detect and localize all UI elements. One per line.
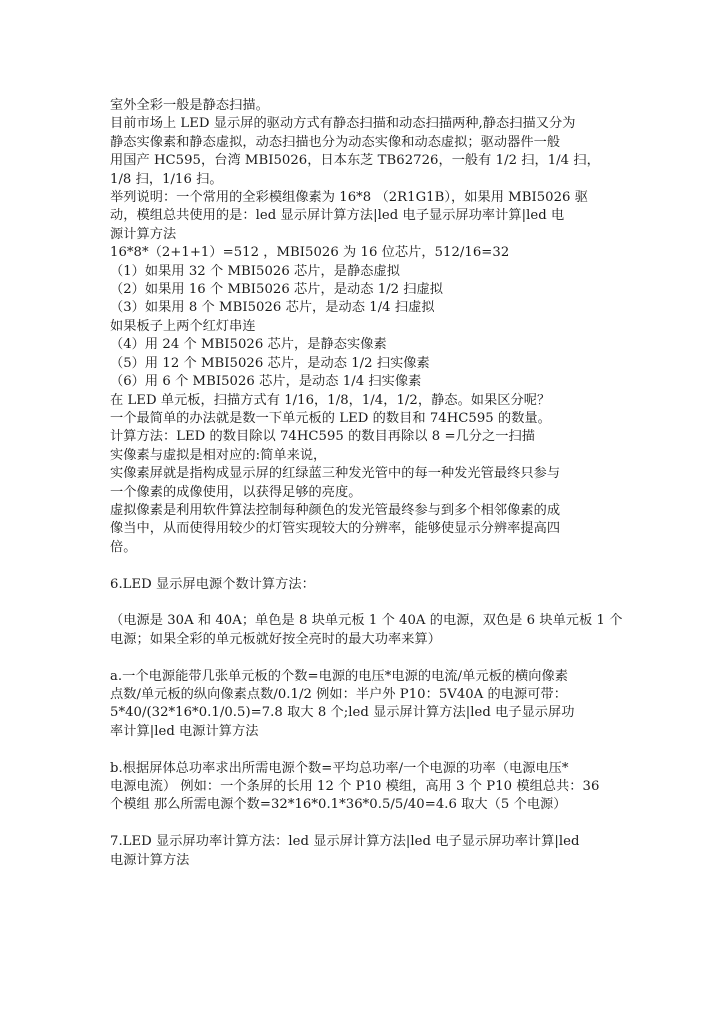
text-line: 如果板子上两个红灯串连 [110,318,256,334]
text-line: 像当中，从而使得用较少的灯管实现较大的分辨率，能够使显示分辨率提高四 [110,521,561,537]
text-line: （4）用 24 个 MBI5026 芯片，是静态实像素 [110,337,387,353]
text-line: 动，模组总共使用的是：led 显示屏计算方法|led 电子显示屏功率计算|led 电 [110,208,565,224]
text-line: 实像素屏就是指构成显示屏的红绿蓝三种发光管中的每一种发光管最终只参与 [110,466,561,482]
blank-line [110,649,620,667]
text-line: 6.LED 显示屏电源个数计算方法： [110,576,315,592]
text-line: 个模组 那么所需电源个数=32*16*0.1*36*0.5/5/40=4.6 取大（5 个电源） [110,797,567,813]
text-line: 电源电流） 例如：一个条屏的长用 12 个 P10 模组，高用 3 个 P10 模组总共：36 [110,778,600,794]
blank-line [110,557,620,575]
text-line: 倍。 [110,539,137,555]
text-line: 点数/单元板的纵向像素点数/0.1/2 例如：半户外 P10：5V40A 的电源可带： [110,686,567,702]
text-line: （3）如果用 8 个 MBI5026 芯片，是动态 1/4 扫虚拟 [110,300,435,316]
text-line: 静态实像素和静态虚拟，动态扫描也分为动态实像和动态虚拟；驱动器件一般 [110,134,561,150]
text-line: 电源；如果全彩的单元板就好按全亮时的最大功率来算） [110,631,441,647]
text-line: 用国产 HC595，台湾 MBI5026，日本东芝 TB62726，一般有 1/2 扫，1/4 扫， [110,153,600,169]
text-line: （2）如果用 16 个 MBI5026 芯片，是动态 1/2 扫虚拟 [110,282,444,298]
text-line: 在 LED 单元板，扫描方式有 1/16，1/8，1/4，1/2，静态。如果区分呢？ [110,392,551,408]
text-line: 7.LED 显示屏功率计算方法：led 显示屏计算方法|led 电子显示屏功率计算|led [110,834,580,850]
text-line: （1）如果用 32 个 MBI5026 芯片，是静态虚拟 [110,263,400,279]
text-line: 电源计算方法 [110,852,190,868]
text-line: （电源是 30A 和 40A；单色是 8 块单元板 1 个 40A 的电源，双色是 6 块单元板 1 个 [110,613,623,629]
text-line: 实像素与虚拟是相对应的:简单来说， [110,447,327,463]
text-line: （6）用 6 个 MBI5026 芯片，是动态 1/4 扫实像素 [110,374,422,390]
text-line: 计算方法：LED 的数目除以 74HC595 的数目再除以 8 =几分之一扫描 [110,429,535,445]
blank-line [110,594,620,612]
text-line: （5）用 12 个 MBI5026 芯片，是动态 1/2 扫实像素 [110,355,430,371]
blank-line [110,741,620,759]
text-line: 室外全彩一般是静态扫描。 [110,98,269,113]
text-line: 一个最简单的办法就是数一下单元板的 LED 的数目和 74HC595 的数量。 [110,410,551,426]
document-body [110,97,623,870]
text-line: 举列说明：一个常用的全彩模组像素为 16*8 （2R1G1B），如果用 MBI5026 驱 [110,190,588,206]
text-line: 1/8 扫，1/16 扫。 [110,171,223,187]
text-line: b.根据屏体总功率求出所需电源个数=平均总功率/一个电源的功率（电源电压* [110,760,569,776]
text-line: a.一个电源能带几张单元板的个数=电源的电压*电源的电流/单元板的横向像素 [110,668,568,684]
text-line: 一个像素的成像使用，以获得足够的亮度。 [110,484,362,500]
blank-line [110,815,620,833]
text-line: 5*40/(32*16*0.1/0.5)=7.8 取大 8 个;led 显示屏计算方法|led 电子显示屏功 [110,705,575,721]
text-line: 目前市场上 LED 显示屏的驱动方式有静态扫描和动态扫描两种,静态扫描又分为 [110,116,576,132]
text-line: 16*8*（2+1+1）=512 ，MBI5026 为 16 位芯片，512/16=32 [110,245,510,261]
text-line: 源计算方法 [110,226,177,242]
text-line: 虚拟像素是利用软件算法控制每种颜色的发光管最终参与到多个相邻像素的成 [110,502,561,518]
text-line: 率计算|led 电源计算方法 [110,723,259,739]
